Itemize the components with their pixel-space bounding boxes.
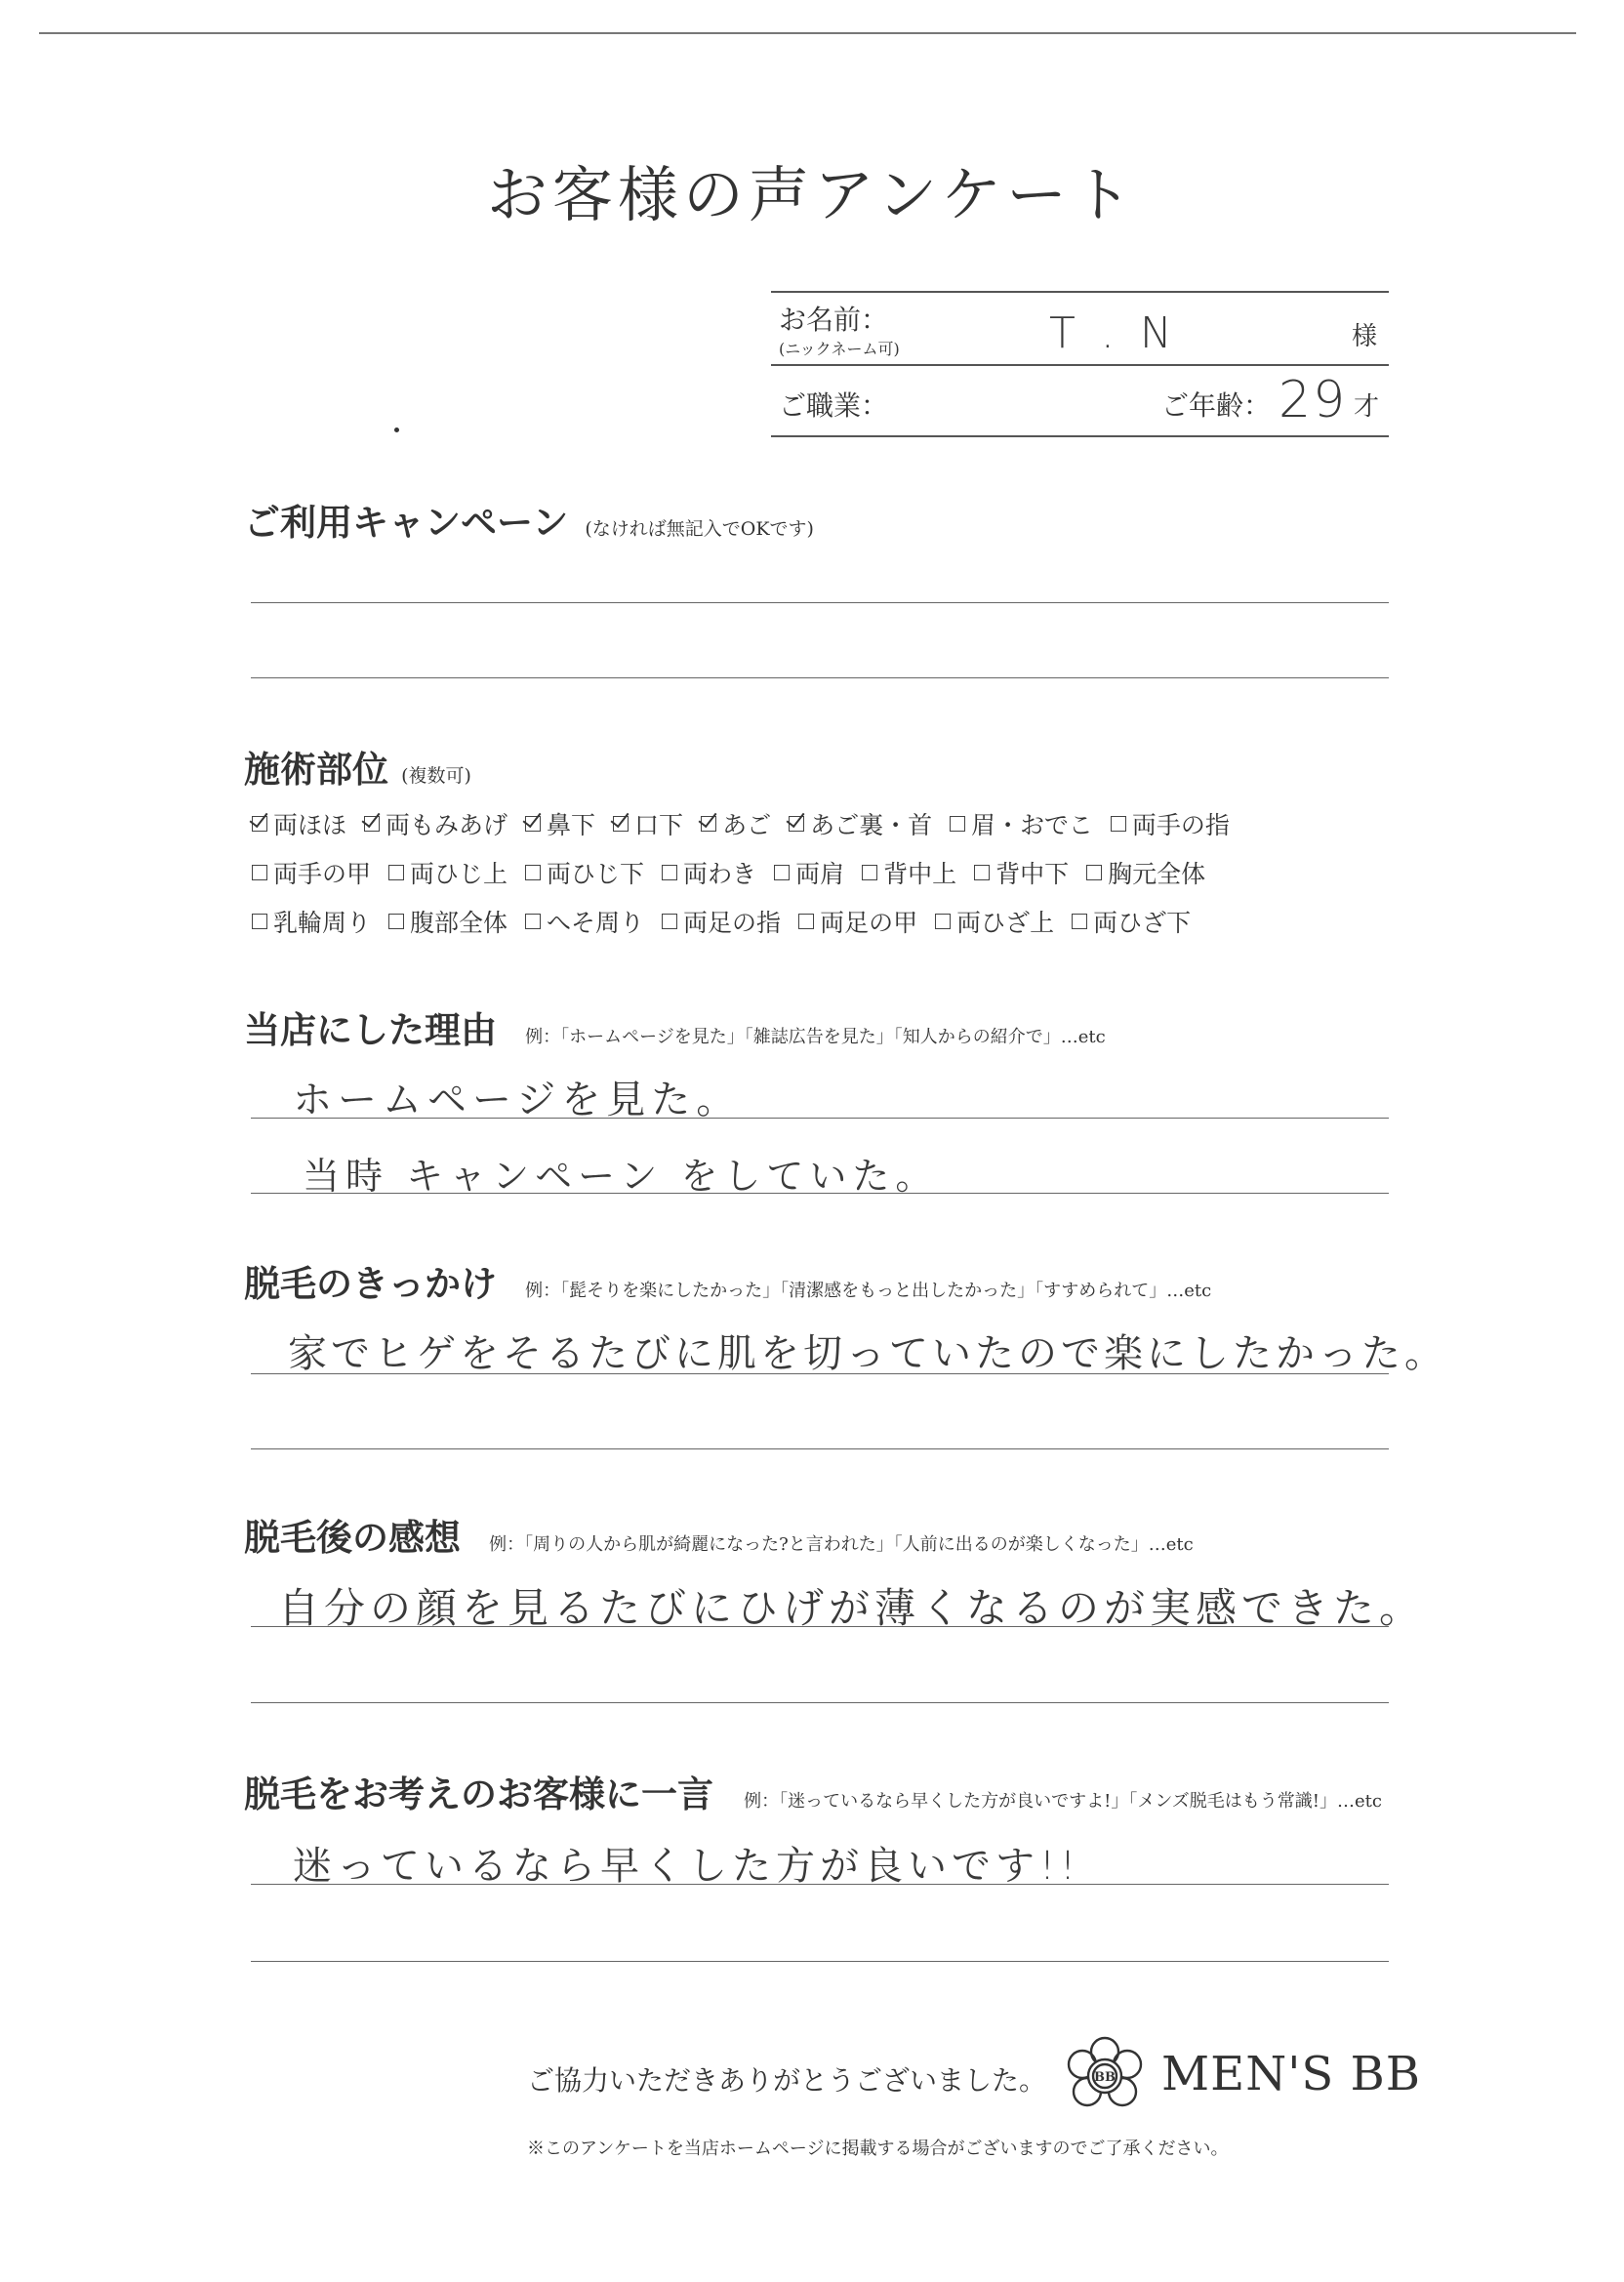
checkbox-label: 両ひじ上 [410,860,508,888]
checkbox-box[interactable] [1072,914,1087,929]
checkbox-under-mouth[interactable] [613,806,683,841]
message-example: 例：「迷っているなら早くした方が良いですよ!」「メンズ脱毛はもう常識!」…etc [744,1791,1382,1812]
checkbox-upper-arms[interactable] [388,855,508,890]
checkbox-box[interactable] [789,816,804,832]
parts-section [244,740,471,793]
trigger-line-1 [251,1373,1389,1374]
brand-name: MEN'S BB [1161,2047,1422,2101]
reason-title: 当店にした理由 [244,1008,497,1051]
checkbox-box[interactable] [662,914,677,929]
checkbox-label: 両もみあげ [386,811,508,839]
page-title: お客様の声アンケート [486,159,1138,230]
checkbox-box[interactable] [252,914,267,929]
checkbox-label: 背中下 [995,860,1070,888]
checkbox-label: 両足の甲 [820,909,918,937]
checkbox-label: 背中上 [883,860,957,888]
disclaimer-text: ※このアンケートを当店ホームページに掲載する場合がございますのでご了承ください。 [527,2139,1229,2159]
message-section [244,1765,1382,1817]
checkbox-box[interactable] [388,914,404,929]
checkbox-cheeks[interactable] [252,806,346,841]
checkbox-label: へそ周り [547,909,645,937]
checkbox-box[interactable] [1086,865,1102,880]
profile-rule-middle [771,364,1389,366]
checkbox-box[interactable] [252,865,267,880]
reason-example: 例：「ホームページを見た」「雑誌広告を見た」「知人からの紹介で」…etc [525,1027,1106,1047]
impression-title: 脱毛後の感想 [244,1516,461,1559]
checkbox-box[interactable] [525,865,541,880]
message-line-2 [251,1961,1389,1962]
parts-row-1 [252,806,1247,841]
parts-row-2 [252,855,1223,890]
reason-line-1 [251,1118,1389,1119]
checkbox-sideburns[interactable] [364,806,508,841]
checkbox-label: 乳輪周り [273,909,372,937]
checkbox-back-of-hands[interactable] [252,855,371,890]
checkbox-under-nose[interactable] [525,806,595,841]
checkbox-navel[interactable] [525,904,644,939]
checkbox-box[interactable] [701,816,716,832]
parts-row-3 [252,904,1208,939]
checkbox-box[interactable] [252,816,267,832]
camellia-logo-icon [1064,2035,1146,2117]
checkbox-shoulders[interactable] [774,855,844,890]
checkbox-above-knees[interactable] [935,904,1054,939]
impression-example: 例：「周りの人から肌が綺麗になった?と言われた」「人前に出るのが楽しくなった」…etc [489,1534,1194,1555]
checkbox-box[interactable] [364,816,380,832]
checkbox-brows-forehead[interactable] [950,806,1093,841]
brand-logo [1064,2035,1146,2117]
checkbox-lower-back[interactable] [974,855,1069,890]
impression-line-2 [251,1702,1389,1703]
checkbox-box[interactable] [613,816,629,832]
profile-rule-top [771,291,1389,293]
profile-rule-bottom [771,435,1389,437]
logo-mark: BB [1094,2070,1116,2085]
checkbox-box[interactable] [798,914,814,929]
job-label: ご職業： [779,389,889,422]
campaign-note: (なければ無記入でOKです) [585,518,814,540]
reason-section [244,1000,1106,1053]
campaign-section [244,493,814,546]
parts-note: (複数可) [401,765,471,787]
trigger-line-2 [251,1448,1389,1449]
checkbox-label: あご裏・首 [810,811,933,839]
checkbox-label: 両ほほ [273,811,347,839]
impression-line-1 [251,1626,1389,1627]
parts-title: 施術部位 [244,748,388,791]
checkbox-label: 鼻下 [547,811,596,839]
campaign-line-2 [251,677,1389,678]
message-line-1 [251,1884,1389,1885]
checkbox-label: 両足の指 [683,909,782,937]
checkbox-box[interactable] [774,865,790,880]
checkbox-label: 腹部全体 [410,909,508,937]
honorific-label: 様 [1352,322,1378,351]
checkbox-label: 胸元全体 [1108,860,1206,888]
checkbox-chest[interactable] [1086,855,1205,890]
checkbox-top-of-feet[interactable] [798,904,917,939]
reason-answer-1[interactable]: ホームページを見た。 [293,1078,742,1122]
checkbox-fingers[interactable] [1111,806,1230,841]
reason-answer-2[interactable]: 当時 キャンペーン をしていた。 [303,1155,939,1198]
age-value[interactable]: 29 [1279,371,1348,429]
reason-line-2 [251,1193,1389,1194]
impression-answer-1[interactable]: 自分の顔を見るたびにひげが薄くなるのが実感できた。 [278,1584,1426,1632]
impression-section [244,1508,1194,1561]
name-sublabel: (ニックネーム可) [779,340,900,358]
checkbox-upper-back[interactable] [862,855,956,890]
checkbox-box[interactable] [525,816,541,832]
thanks-text: ご協力いただきありがとうございました。 [527,2064,1047,2097]
checkbox-box[interactable] [388,865,404,880]
top-border [39,32,1576,34]
checkbox-box[interactable] [662,865,677,880]
stray-dot [394,428,399,432]
campaign-title: ご利用キャンペーン [244,501,569,544]
checkbox-label: 両ひざ下 [1093,909,1192,937]
checkbox-label: 両肩 [795,860,845,888]
checkbox-label: 口下 [634,811,684,839]
trigger-example: 例：「髭そりを楽にしたかった」「清潔感をもっと出したかった」「すすめられて」…etc [525,1281,1212,1301]
checkbox-under-chin-neck[interactable] [789,806,932,841]
checkbox-label: あご [722,811,772,839]
checkbox-below-knees[interactable] [1072,904,1191,939]
checkbox-label: 両手の指 [1131,811,1230,839]
trigger-section [244,1254,1211,1307]
message-answer-1[interactable]: 迷っているなら早くした方が良いです!! [293,1844,1081,1889]
checkbox-toes[interactable] [662,904,781,939]
checkbox-underarms[interactable] [662,855,756,890]
checkbox-box[interactable] [1111,816,1126,832]
checkbox-label: 両ひざ上 [956,909,1055,937]
checkbox-box[interactable] [862,865,877,880]
message-title: 脱毛をお考えのお客様に一言 [244,1773,713,1815]
checkbox-label: 両わき [683,860,757,888]
checkbox-box[interactable] [525,914,541,929]
checkbox-areola[interactable] [252,904,371,939]
trigger-answer-1[interactable]: 家でヒゲをそるたびに肌を切っていたので楽にしたかった。 [288,1331,1447,1376]
checkbox-label: 眉・おでこ [971,811,1093,839]
checkbox-forearms[interactable] [525,855,644,890]
checkbox-label: 両ひじ下 [547,860,645,888]
checkbox-chin[interactable] [701,806,771,841]
name-value[interactable]: T . N [1049,308,1178,358]
age-label: ご年齢： [1161,389,1272,422]
age-unit: 才 [1354,392,1380,422]
trigger-title: 脱毛のきっかけ [244,1262,497,1305]
checkbox-box[interactable] [974,865,990,880]
name-label: お名前： [779,304,889,336]
checkbox-label: 両手の甲 [273,860,372,888]
checkbox-box[interactable] [950,816,965,832]
checkbox-box[interactable] [935,914,951,929]
checkbox-abdomen[interactable] [388,904,508,939]
campaign-line-1 [251,602,1389,603]
